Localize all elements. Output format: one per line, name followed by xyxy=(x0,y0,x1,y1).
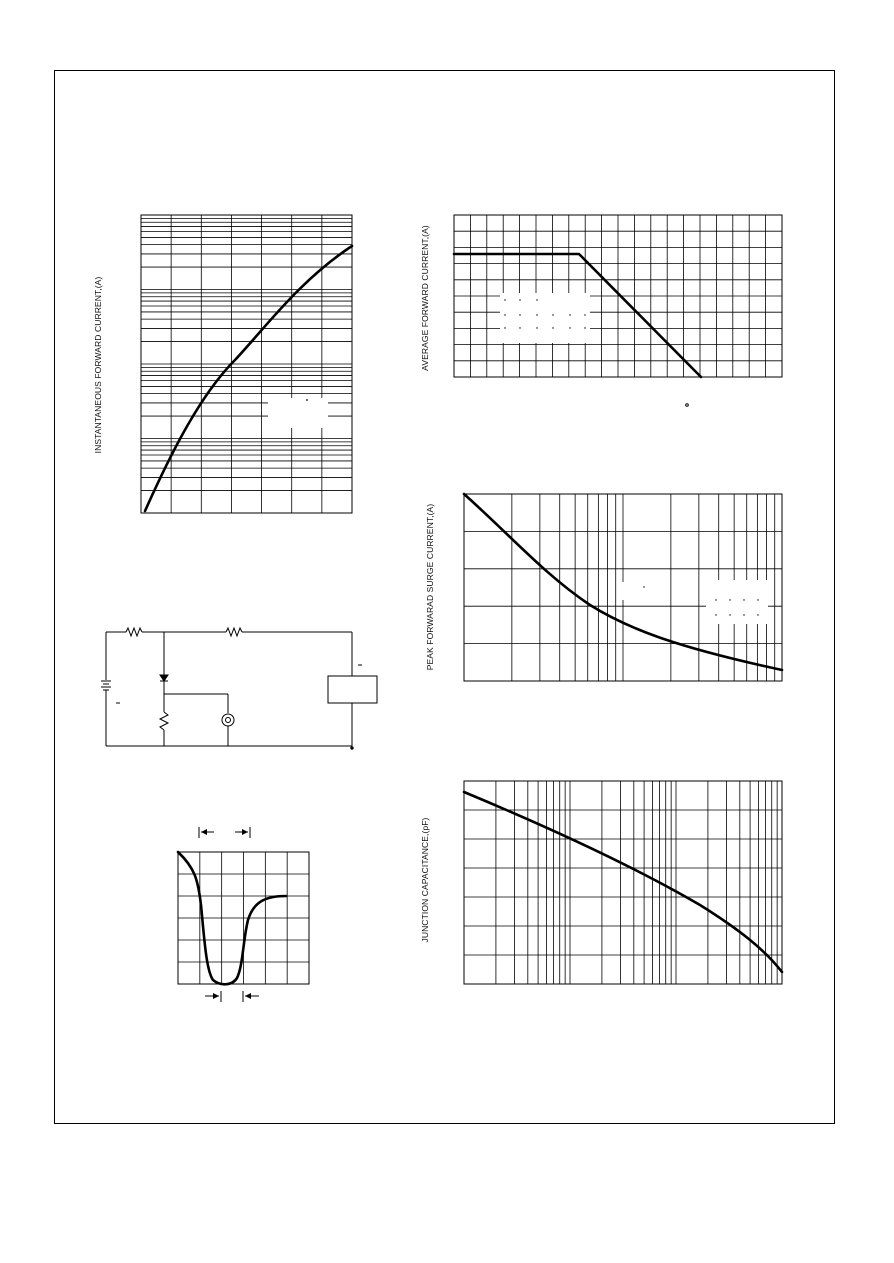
trr-arrows xyxy=(199,827,250,838)
forward-current-ylabel: INSTANTANEOUS FORWARD CURRENT,(A) xyxy=(93,276,103,454)
diode-symbol xyxy=(160,675,168,681)
forward-current-chart xyxy=(141,215,352,513)
pulse-generator-box xyxy=(328,676,377,703)
oscilloscope-symbol xyxy=(222,714,234,726)
waveform-grid xyxy=(178,852,309,984)
ta-arrows xyxy=(205,991,259,1002)
forward-current-grid xyxy=(141,215,352,513)
resistor-1-symbol xyxy=(126,628,142,636)
terminal-dot xyxy=(351,747,353,749)
recovery-waveform xyxy=(178,827,309,1002)
surge-legend-box-a xyxy=(622,582,652,600)
surge-ylabel: PEAK FORWARAD SURGE CURRENT,(A) xyxy=(425,503,435,671)
derating-legend-box xyxy=(500,293,590,343)
capacitance-chart xyxy=(464,781,782,984)
forward-current-legend-box xyxy=(268,398,328,428)
capacitance-curve xyxy=(464,792,782,972)
resistor-2-symbol xyxy=(226,628,242,636)
capacitance-ylabel: JUNCTION CAPACITANCE,(pF) xyxy=(420,817,430,943)
derating-ylabel: AVERAGE FORWARD CURRENT,(A) xyxy=(420,225,430,371)
derating-degree-mark xyxy=(686,404,689,407)
shunt-resistor-symbol xyxy=(160,712,168,730)
test-circuit xyxy=(101,628,377,749)
surge-chart xyxy=(464,494,782,681)
forward-current-curve xyxy=(145,246,352,511)
derating-chart xyxy=(454,215,782,406)
surge-legend-box-b xyxy=(706,580,768,624)
forward-current-legend-dot xyxy=(306,399,308,401)
